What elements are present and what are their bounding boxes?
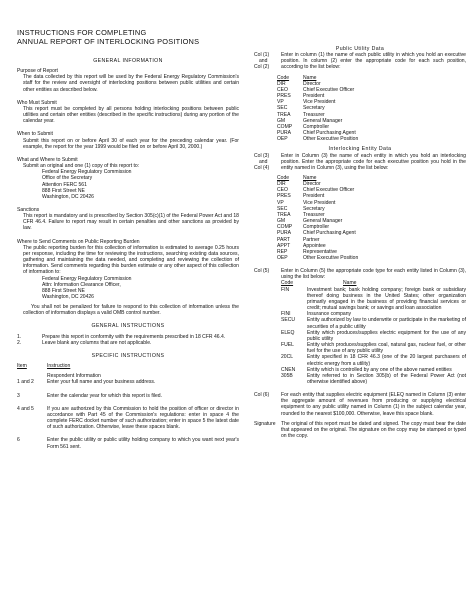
item-column-header: Item: [17, 363, 27, 370]
code-header: Code: [281, 280, 294, 287]
col1-instruction: [254, 52, 466, 70]
code-row: [281, 287, 466, 312]
code-value: CEO: [277, 187, 288, 194]
list-item: [17, 437, 239, 449]
item-number: 6: [17, 437, 20, 444]
item-number: 1 and 2: [17, 379, 34, 386]
col1-text: Enter in column (1) the name of each public utility in which you hold an executive position. In column (2) enter the appropriate code for each such position, according to the list below:: [281, 52, 466, 71]
code-value: CNEN: [281, 366, 296, 373]
col3-text: Enter in Column (3) the name of each entity in which you hold an interlocking position. Enter the appropriate code for each executive position you hold in the entity named in Column (3), using the list below:: [281, 152, 466, 171]
address-line: Federal Energy Regulatory Commission: [42, 169, 132, 176]
what-text: Submit an original and one (1) copy of this report to:: [23, 163, 140, 170]
col6-text: For each entity that supplies electric equipment (ELEQ named in Column (3) enter the aggregate amount of revenues from producing or supplying electrical equipment to any public utility named in Column (1) in the subject calendar year, rounded to the nearest $100,000. Otherwise, leave this space blank.: [281, 392, 466, 417]
address-line: Federal Energy Regulatory Commission: [42, 275, 132, 282]
code-value: COMP: [277, 224, 293, 231]
who-heading: Who Must Submit: [17, 99, 57, 106]
code-value: PART: [277, 236, 290, 243]
code-value: GM: [277, 117, 286, 124]
address-line: Attn: Information Clearance Officer,: [42, 281, 121, 288]
code-value: OEP: [277, 255, 288, 261]
code-header: Code: [277, 74, 290, 81]
col-label: Col (2): [254, 64, 270, 71]
and-label: and: [259, 158, 268, 165]
item-number: 1.: [17, 333, 22, 340]
code-value: REP: [277, 248, 288, 255]
general-information-heading: GENERAL INFORMATION: [93, 58, 163, 64]
code-name: Director: [303, 80, 321, 87]
col6-label: Col (6): [254, 392, 270, 399]
code-name: Other Executive Position: [303, 255, 359, 261]
code-name: Entity which is controlled by any one of the above named entities: [307, 366, 452, 373]
code-name: Comptroller: [303, 224, 330, 231]
interlock-codes-list: [277, 175, 466, 261]
public-codes-list: [277, 75, 466, 143]
code-name: Chief Executive Officer: [303, 86, 355, 93]
signature-label: Signature: [254, 420, 276, 427]
code-value: PURA: [277, 130, 292, 137]
code-name: Treasurer: [303, 111, 325, 118]
code-value: APPT: [277, 242, 291, 249]
code-row: [281, 317, 466, 329]
omb-note: You shall not be penalized for failure to respond to this collection of information unless the collection of information displays a valid OMB control number.: [23, 304, 239, 317]
code-name: Vice President: [303, 99, 336, 106]
code-name: General Manager: [303, 117, 343, 124]
code-value: GM: [277, 218, 286, 225]
item-text: Enter your full name and your business address.: [47, 379, 156, 386]
code-row: [277, 255, 466, 261]
code-value: VP: [277, 199, 284, 206]
who-text: This report must be completed by all persons holding interlocking positions between public utilities and certain other entities (described in the specific instructions) during any portion of the calendar year.: [23, 105, 239, 125]
title-line-2: ANNUAL REPORT OF INTERLOCKING POSITIONS: [17, 36, 200, 46]
col3-instruction: [254, 153, 466, 171]
code-row: [281, 330, 466, 342]
code-value: OEP: [277, 136, 288, 143]
code-value: SEC: [277, 205, 288, 212]
submit-address: [17, 169, 239, 200]
entity-code-rows: [281, 287, 466, 386]
code-value: VP: [277, 99, 284, 106]
code-value: PRES: [277, 93, 291, 100]
code-name: Chief Executive Officer: [303, 187, 355, 194]
list-item: [17, 379, 239, 385]
item-text: Enter the public utility or public utility holding company to which you want next year's Form 561 sent.: [47, 437, 239, 450]
name-header: Name: [303, 74, 317, 81]
code-name: President: [303, 93, 325, 100]
code-name: Comptroller: [303, 123, 330, 130]
code-row: [281, 342, 466, 354]
what-heading: What and Where to Submit: [17, 156, 78, 163]
name-header: Name: [343, 280, 357, 287]
burden-text: The public reporting burden for this collection of information is estimated to average 0.25 hours per response, including the time for reviewing the instructions, searching existing data sources, gathering and maintaining the data needed, and completing and reviewing the collection of information. Send comments regarding this burden estimate or any other aspect of this collection of information to:: [23, 244, 239, 276]
instruction-column-header: Instruction: [47, 363, 71, 370]
public-utility-heading: Public Utility Data: [335, 46, 385, 52]
col6-instruction: [254, 392, 466, 417]
code-row: [281, 373, 466, 385]
col5-text: Enter in Column (5) the appropriate code type for each entity listed in Column (3), using the list below:: [281, 268, 466, 281]
item-number: 2.: [17, 339, 22, 346]
code-name: Investment bank; bank holding company; foreign bank or subsidiary thereof doing business in the United States; other organization primarily engaged in the business of providing financial services or credit; mutual savings bank; or savings and loan association: [307, 286, 466, 312]
item-number: 3: [17, 392, 20, 399]
address-line: 888 First Street NE: [42, 187, 85, 194]
code-value: DIR: [277, 181, 286, 188]
item-text: Enter the calendar year for which this report is filed.: [47, 392, 163, 399]
list-item: [17, 340, 239, 346]
when-heading: When to Submit: [17, 131, 53, 138]
code-value: FINI: [281, 311, 291, 318]
code-name: Insurance company: [307, 311, 352, 318]
interlocking-heading: Interlocking Entity Data: [328, 146, 392, 153]
code-name: Appointee: [303, 242, 326, 249]
item-number: 4 and 5: [17, 405, 34, 412]
code-value: FIN: [281, 286, 290, 293]
address-line: Attention FERC 561: [42, 181, 87, 188]
col5-instruction: [254, 268, 466, 280]
when-text: Submit this report on or before April 30 of each year for the preceding calendar year. (For example, the report for the year 1999 would be filed on or before April 30, 2000.): [23, 137, 239, 150]
list-item: [17, 406, 239, 431]
code-value: COMP: [277, 123, 293, 130]
and-label: and: [259, 58, 268, 65]
purpose-heading: Purpose of Report: [17, 68, 58, 75]
item-text: If you are authorized by this Commission to hold the position of officer or director in accordance with Part 45 of the Commission's regulations: enter in space 4 the complete FERC docket number of such authorization; enter in space 5 the latest date of such authorization. Otherwise, leave these spaces blank.: [47, 405, 239, 431]
col3-label: [254, 153, 281, 171]
code-name: Secretary: [303, 205, 325, 212]
code-value: DIR: [277, 80, 286, 87]
code-name: Chief Purchasing Agent: [303, 230, 356, 237]
code-value: 305B: [281, 372, 293, 379]
code-name: Partner: [303, 236, 320, 243]
list-item: [17, 393, 239, 399]
code-value: TREA: [277, 211, 291, 218]
address-line: Washington, DC 20426: [42, 294, 94, 300]
code-value: PRES: [277, 193, 291, 200]
specific-instructions-heading: SPECIFIC INSTRUCTIONS: [91, 352, 165, 359]
code-row: [277, 136, 466, 142]
code-row: [281, 354, 466, 366]
interlock-code-rows: [277, 181, 466, 261]
code-name: Representative: [303, 248, 337, 255]
code-name: Entity which produces/supplies electric equipment for the use of any public utility: [307, 329, 466, 342]
code-name: Director: [303, 181, 321, 188]
code-name: Other Executive Position: [303, 136, 359, 143]
code-value: 20CL: [281, 354, 294, 361]
code-name: Entity specified in 18 CFR 46.3 (one of the 20 largest purchasers of electric energy from a utility): [307, 354, 466, 367]
signature-instruction: [254, 421, 466, 439]
sanctions-heading: Sanctions: [17, 206, 40, 213]
col-label: Col (1): [254, 52, 270, 59]
code-value: SEC: [277, 105, 288, 112]
burden-address: [17, 276, 239, 301]
general-instructions-heading: GENERAL INSTRUCTIONS: [91, 323, 165, 330]
code-name: Entity referred to in Section 305(b) of the Federal Power Act (not otherwise identified above): [307, 372, 466, 385]
code-name: Chief Purchasing Agent: [303, 130, 356, 137]
left-column: [17, 58, 239, 450]
code-name: Entity which produces/supplies coal, natural gas, nuclear fuel, or other fuel for the use of any public utility: [307, 342, 466, 355]
right-column: [254, 46, 466, 439]
purpose-text: The data collected by this report will be used by the Federal Energy Regulatory Commission's staff for the review and oversight of interlocking positions between public utilities and certain other entities as described below.: [23, 74, 239, 93]
name-header: Name: [303, 174, 317, 181]
code-value: ELEQ: [281, 329, 295, 336]
code-header: Code: [277, 174, 290, 181]
address-line: 888 First Street NE: [42, 287, 85, 294]
sanctions-text: This report is mandatory and is prescribed by Section 305(c)(1) of the Federal Power Act and 18 CFR 46.4. Failure to report may result in certain penalties and other sanctions as provided by law.: [23, 213, 239, 232]
code-name: General Manager: [303, 218, 343, 225]
burden-heading: Where to Send Comments on Public Reporting Burden: [17, 238, 140, 245]
col5-label: Col (5): [254, 268, 270, 275]
title-line-1: INSTRUCTIONS FOR COMPLETING: [17, 28, 147, 37]
code-value: TREA: [277, 111, 291, 118]
address-line: Washington, DC 20426: [42, 193, 94, 200]
col1-label: [254, 52, 281, 70]
code-name: Treasurer: [303, 211, 325, 218]
address-line: Office of the Secretary: [42, 175, 93, 182]
code-value: FUEL: [281, 342, 294, 349]
item-text: Leave blank any columns that are not applicable.: [42, 339, 152, 346]
code-value: PURA: [277, 230, 292, 237]
code-name: Entity authorized by law to underwrite or participate in the marketing of securities of a public utility: [307, 317, 466, 330]
code-name: Secretary: [303, 105, 325, 112]
document-title: [17, 29, 199, 46]
code-name: Vice President: [303, 199, 336, 206]
item-text: Prepare this report in conformity with the requirements prescribed in 18 CFR 46.4.: [42, 333, 226, 340]
public-code-rows: [277, 81, 466, 143]
code-value: CEO: [277, 86, 288, 93]
signature-text: The original of this report must be dated and signed. The copy must bear the date that appeared on the original. The signature on the copy may be stamped or typed on the copy.: [281, 420, 466, 440]
col-label: Col (4): [254, 164, 270, 171]
respondent-heading: Respondent Information: [47, 373, 101, 380]
col-label: Col (3): [254, 152, 270, 159]
entity-codes-list: [281, 280, 466, 385]
code-name: President: [303, 193, 325, 200]
code-value: SECU: [281, 317, 296, 324]
